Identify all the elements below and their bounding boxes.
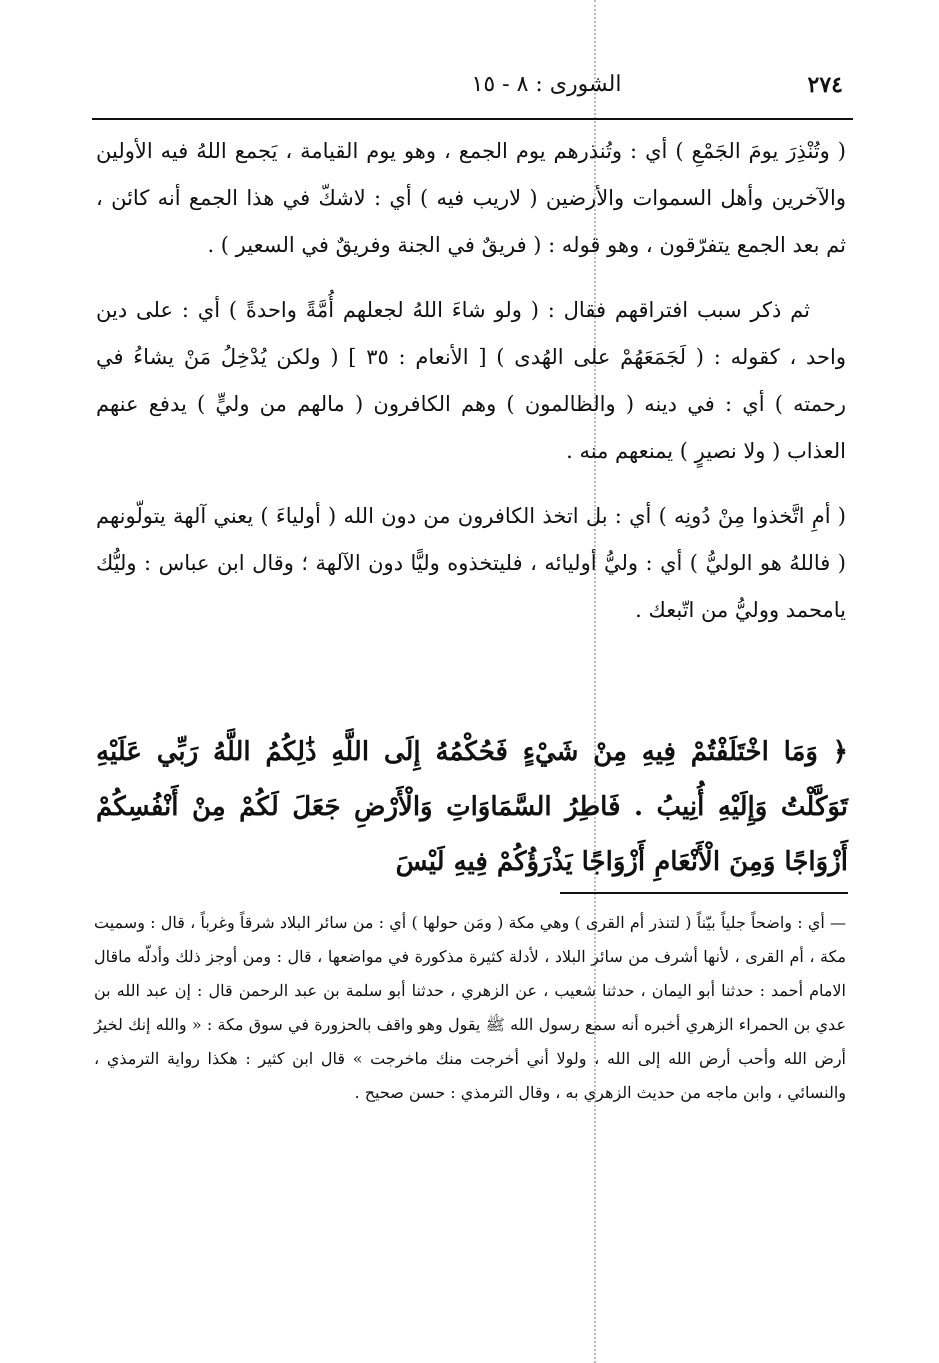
paragraph: ( أمِ اتَّخذوا مِنْ دُونِه ) أي : بل اتخذ الكافرون من دون الله ( أولياءَ ) يعني آلهة يتولّونهم ( فاللهُ هو الوليُّ ) أي : وليُّ أوليائه ، فليتخذوه وليًّا دون الآلهة ؛ وقال ابن عباس : وليُّك يامحمد ووليُّ من اتّبعك .: [96, 504, 846, 622]
quran-verse: ﴿ وَمَا اخْتَلَفْتُمْ فِيهِ مِنْ شَيْءٍ فَحُكْمُهُ إِلَى اللَّهِ ذَٰلِكُمُ اللَّهُ رَبِّي عَلَيْهِ تَوَكَّلْتُ وَإِلَيْهِ أُنِيبُ . فَاطِرُ السَّمَاوَاتِ وَالْأَرْضِ جَعَلَ لَكُمْ مِنْ أَنْفُسِكُمْ أَزْوَاجًا وَمِنَ الْأَنْعَامِ أَزْوَاجًا يَذْرَؤُكُمْ فِيهِ لَيْسَ: [96, 737, 848, 877]
paragraph: ثم ذكر سبب افتراقهم فقال : ( ولو شاءَ اللهُ لجعلهم أُمَّةً واحدةً ) أي : على دين واحد ، كقوله : ( لَجَمَعَهُمْ على الهُدى ) [ الأنعام : ٣٥ ] ( ولكن يُدْخِلُ مَنْ يشاءُ في رحمته ) أي : في دينه ( والظالمون ) وهم الكافرون ( مالهم من وليٍّ ) يدفع عنهم العذاب ( ولا نصيرٍ ) يمنعهم منه .: [96, 298, 846, 463]
footnotes: [94, 906, 846, 1110]
footnote-rule: [560, 892, 848, 894]
main-text: [96, 128, 846, 652]
page-number: ٢٧٤: [807, 72, 843, 98]
quran-verse-block: [96, 725, 848, 890]
paragraph: ( وتُنْذِرَ يومَ الجَمْعِ ) أي : وتُنذرهم يوم الجمع ، وهو يوم القيامة ، يَجمع اللهُ فيه الأولين والآخرين وأهل السموات والأرضين ( لاريب فيه ) أي : لاشكّ في هذا الجمع أنه كائن ، ثم بعد الجمع يتفرّقون ، وهو قوله : ( فريقٌ في الجنة وفريقٌ في السعير ) .: [96, 139, 846, 257]
running-title: الشورى : ٨ - ١٥: [471, 72, 622, 97]
page-header: [92, 66, 851, 106]
footnote-paragraph: — أي : واضحاً جلياً بيّناً ( لتنذر أم القرى ) وهي مكة ( ومَن حولها ) أي : من سائر البلاد شرقاً وغرباً ، قال : وسميت مكة ، أم القرى ، لأنها أشرف من سائر البلاد ، لأدلة كثيرة مذكورة في مواضعها ، قال : ومن أوجز ذلك وأدلّه ماقال الامام أحمد : حدثنا أبو اليمان ، حدثنا شعيب ، عن الزهري ، حدثنا أبو سلمة بن عبد الرحمن قال : إن عبد الله بن عدي بن الحمراء الزهري أخبره أنه سمع رسول الله ﷺ يقول وهو واقف بالحزورة في سوق مكة : « والله إنك لخيرُ أرض الله وأحب أرض الله إلى الله ، ولولا أني أخرجت منك ماخرجت » قال ابن كثير : هكذا رواية الترمذي ، والنسائي ، وابن ماجه من حديث الزهري به ، وقال الترمذي : حسن صحيح .: [94, 913, 846, 1102]
header-rule: [92, 118, 853, 120]
